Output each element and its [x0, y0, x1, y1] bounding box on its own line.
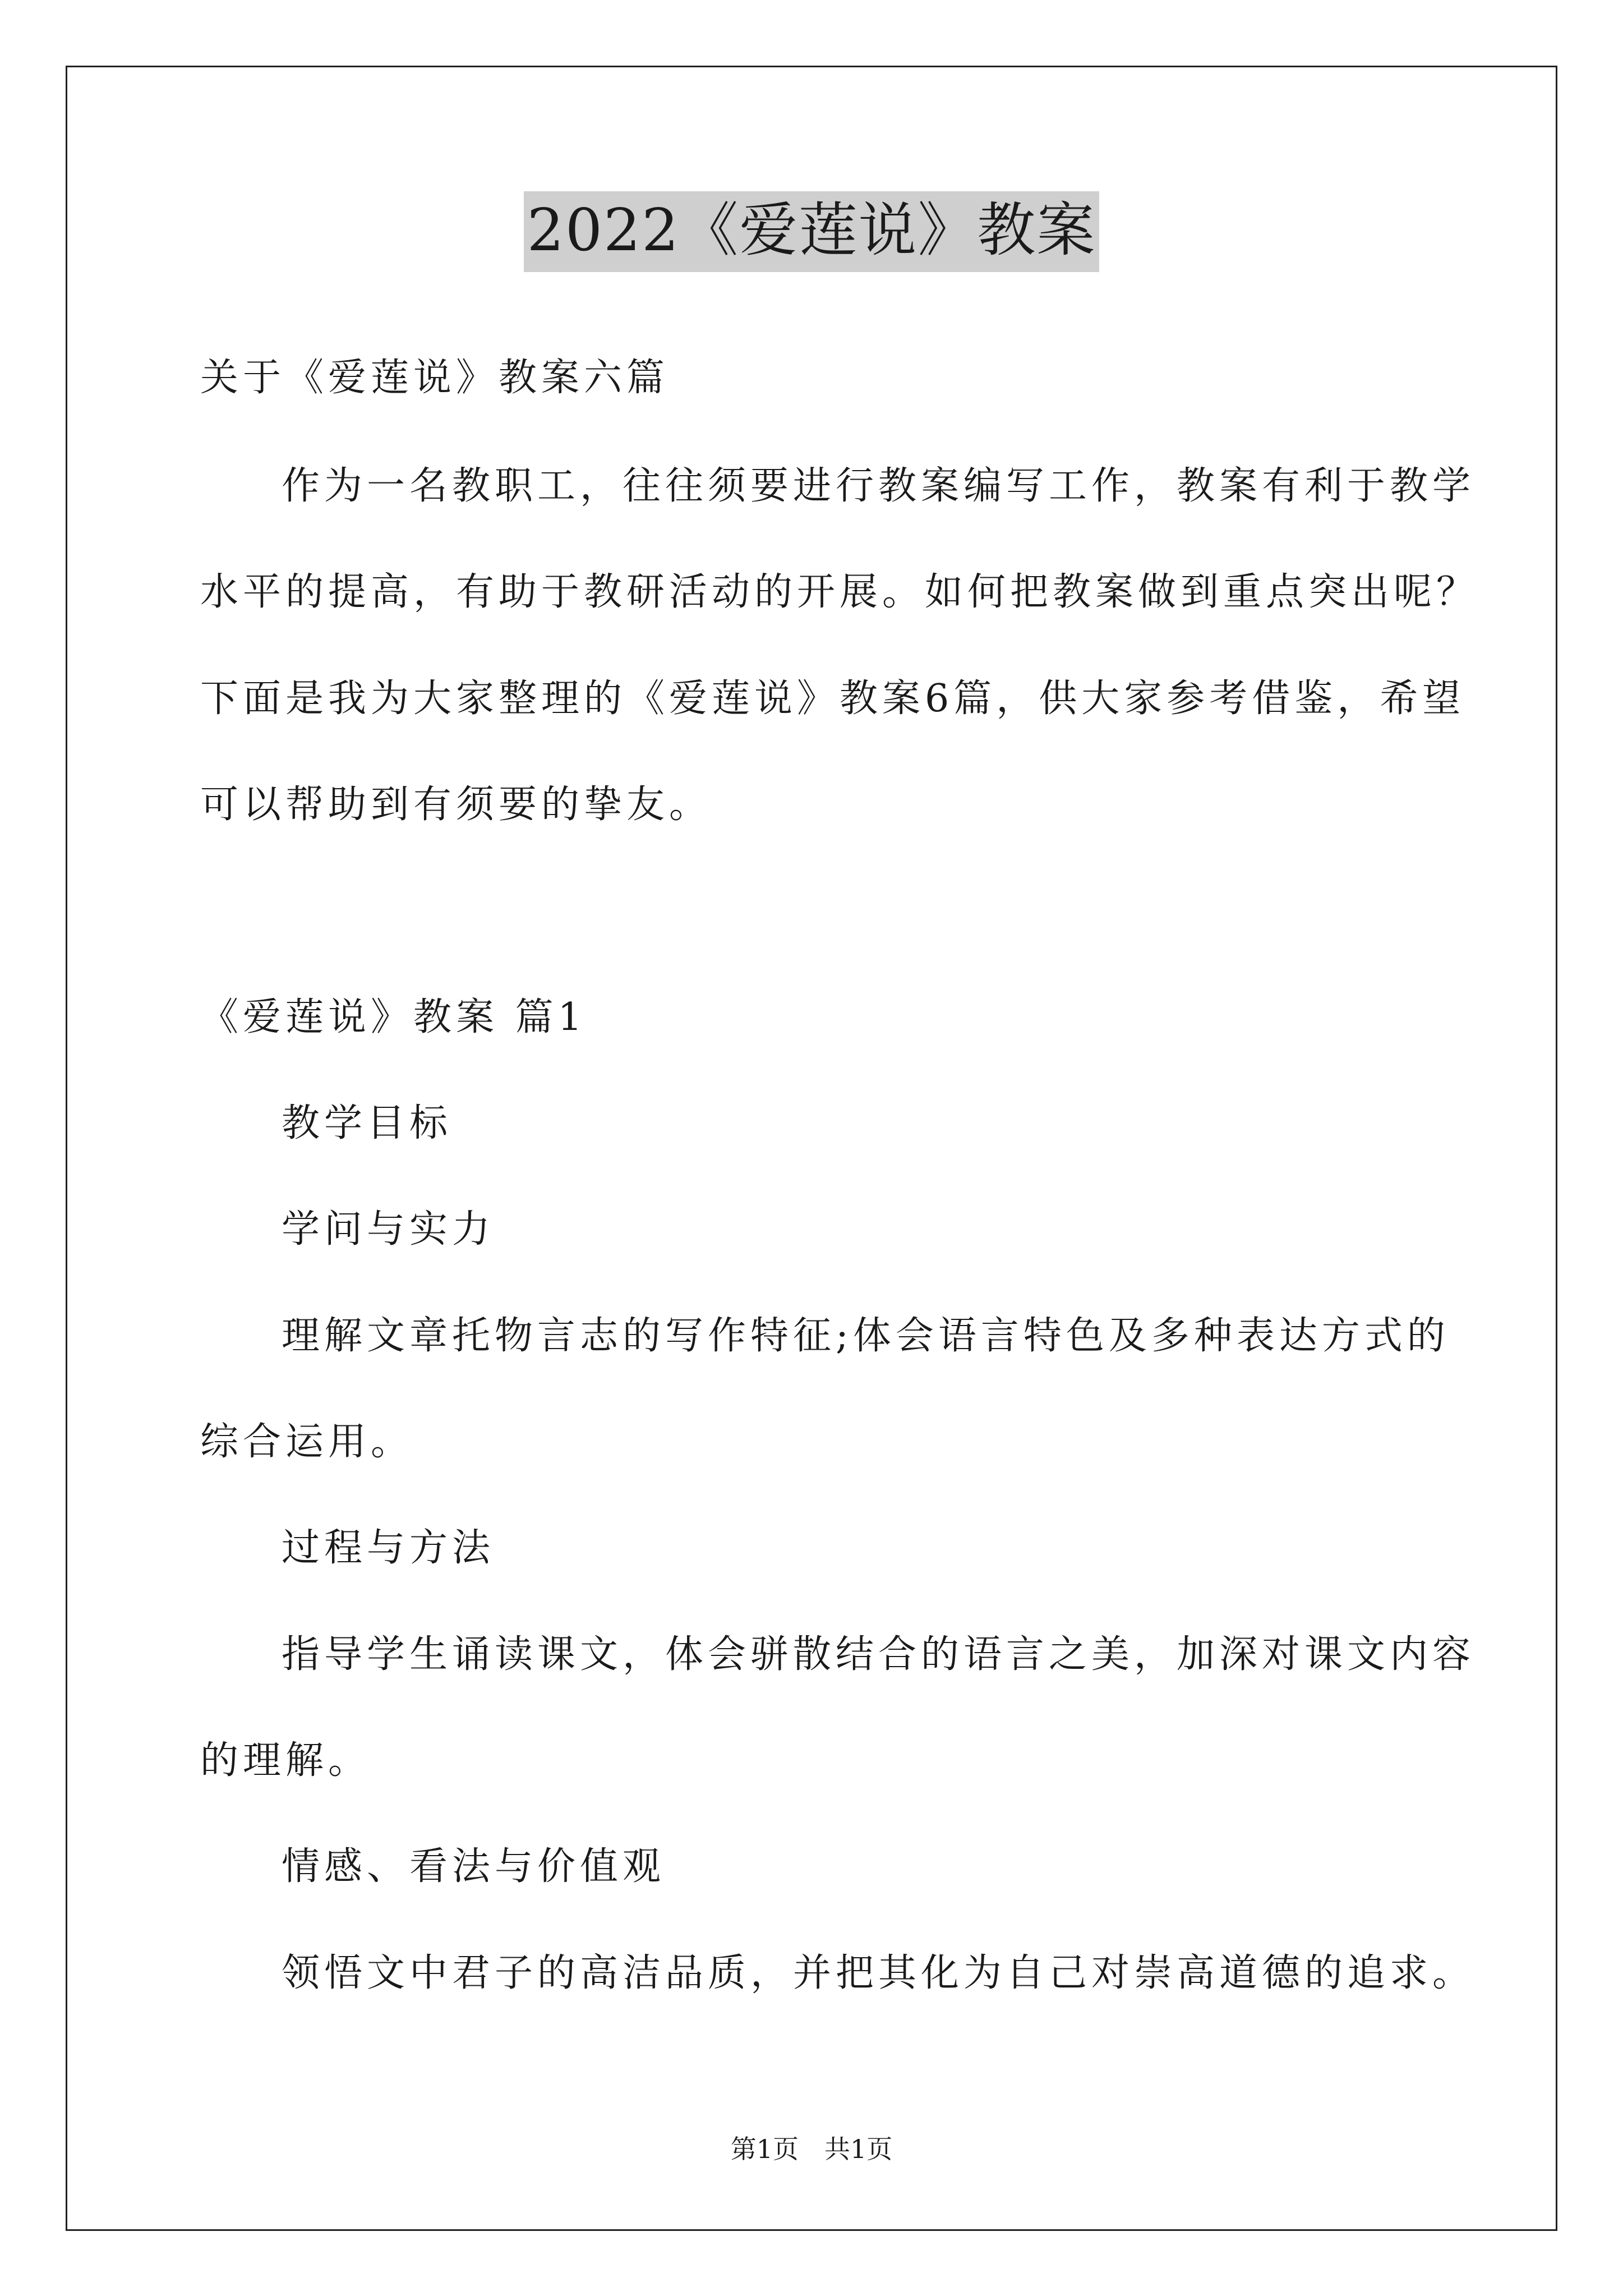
- goals-heading: 教学目标: [282, 1101, 453, 1145]
- title-text: 2022《爱莲说》教案: [524, 191, 1100, 272]
- subtitle: 关于《爱莲说》教案六篇: [200, 356, 670, 400]
- document-title: [0, 196, 1623, 264]
- process-heading: 过程与方法: [282, 1526, 495, 1570]
- section-heading: 《爱莲说》教案 篇1: [200, 995, 587, 1039]
- page-footer: 第1页 共1页: [730, 2134, 893, 2164]
- intro-line-3: 下面是我为大家整理的《爱莲说》教案6篇，供大家参考借鉴，希望: [200, 677, 1465, 721]
- intro-line-1: 作为一名教职工，往往须要进行教案编写工作，教案有利于教学: [282, 464, 1476, 508]
- intro-line-2: 水平的提高，有助于教研活动的开展。如何把教案做到重点突出呢？: [200, 570, 1479, 614]
- emotion-line-1: 领悟文中君子的高洁品质，并把其化为自己对崇高道德的追求。: [282, 1951, 1476, 1995]
- knowledge-heading: 学问与实力: [282, 1207, 495, 1251]
- intro-line-4: 可以帮助到有须要的挚友。: [200, 783, 712, 827]
- process-line-1: 指导学生诵读课文，体会骈散结合的语言之美，加深对课文内容: [282, 1632, 1476, 1677]
- knowledge-line-1: 理解文章托物言志的写作特征;体会语言特色及多种表达方式的: [282, 1314, 1450, 1358]
- process-line-2: 的理解。: [200, 1738, 371, 1783]
- knowledge-line-2: 综合运用。: [200, 1420, 414, 1464]
- emotion-heading: 情感、看法与价值观: [282, 1844, 666, 1889]
